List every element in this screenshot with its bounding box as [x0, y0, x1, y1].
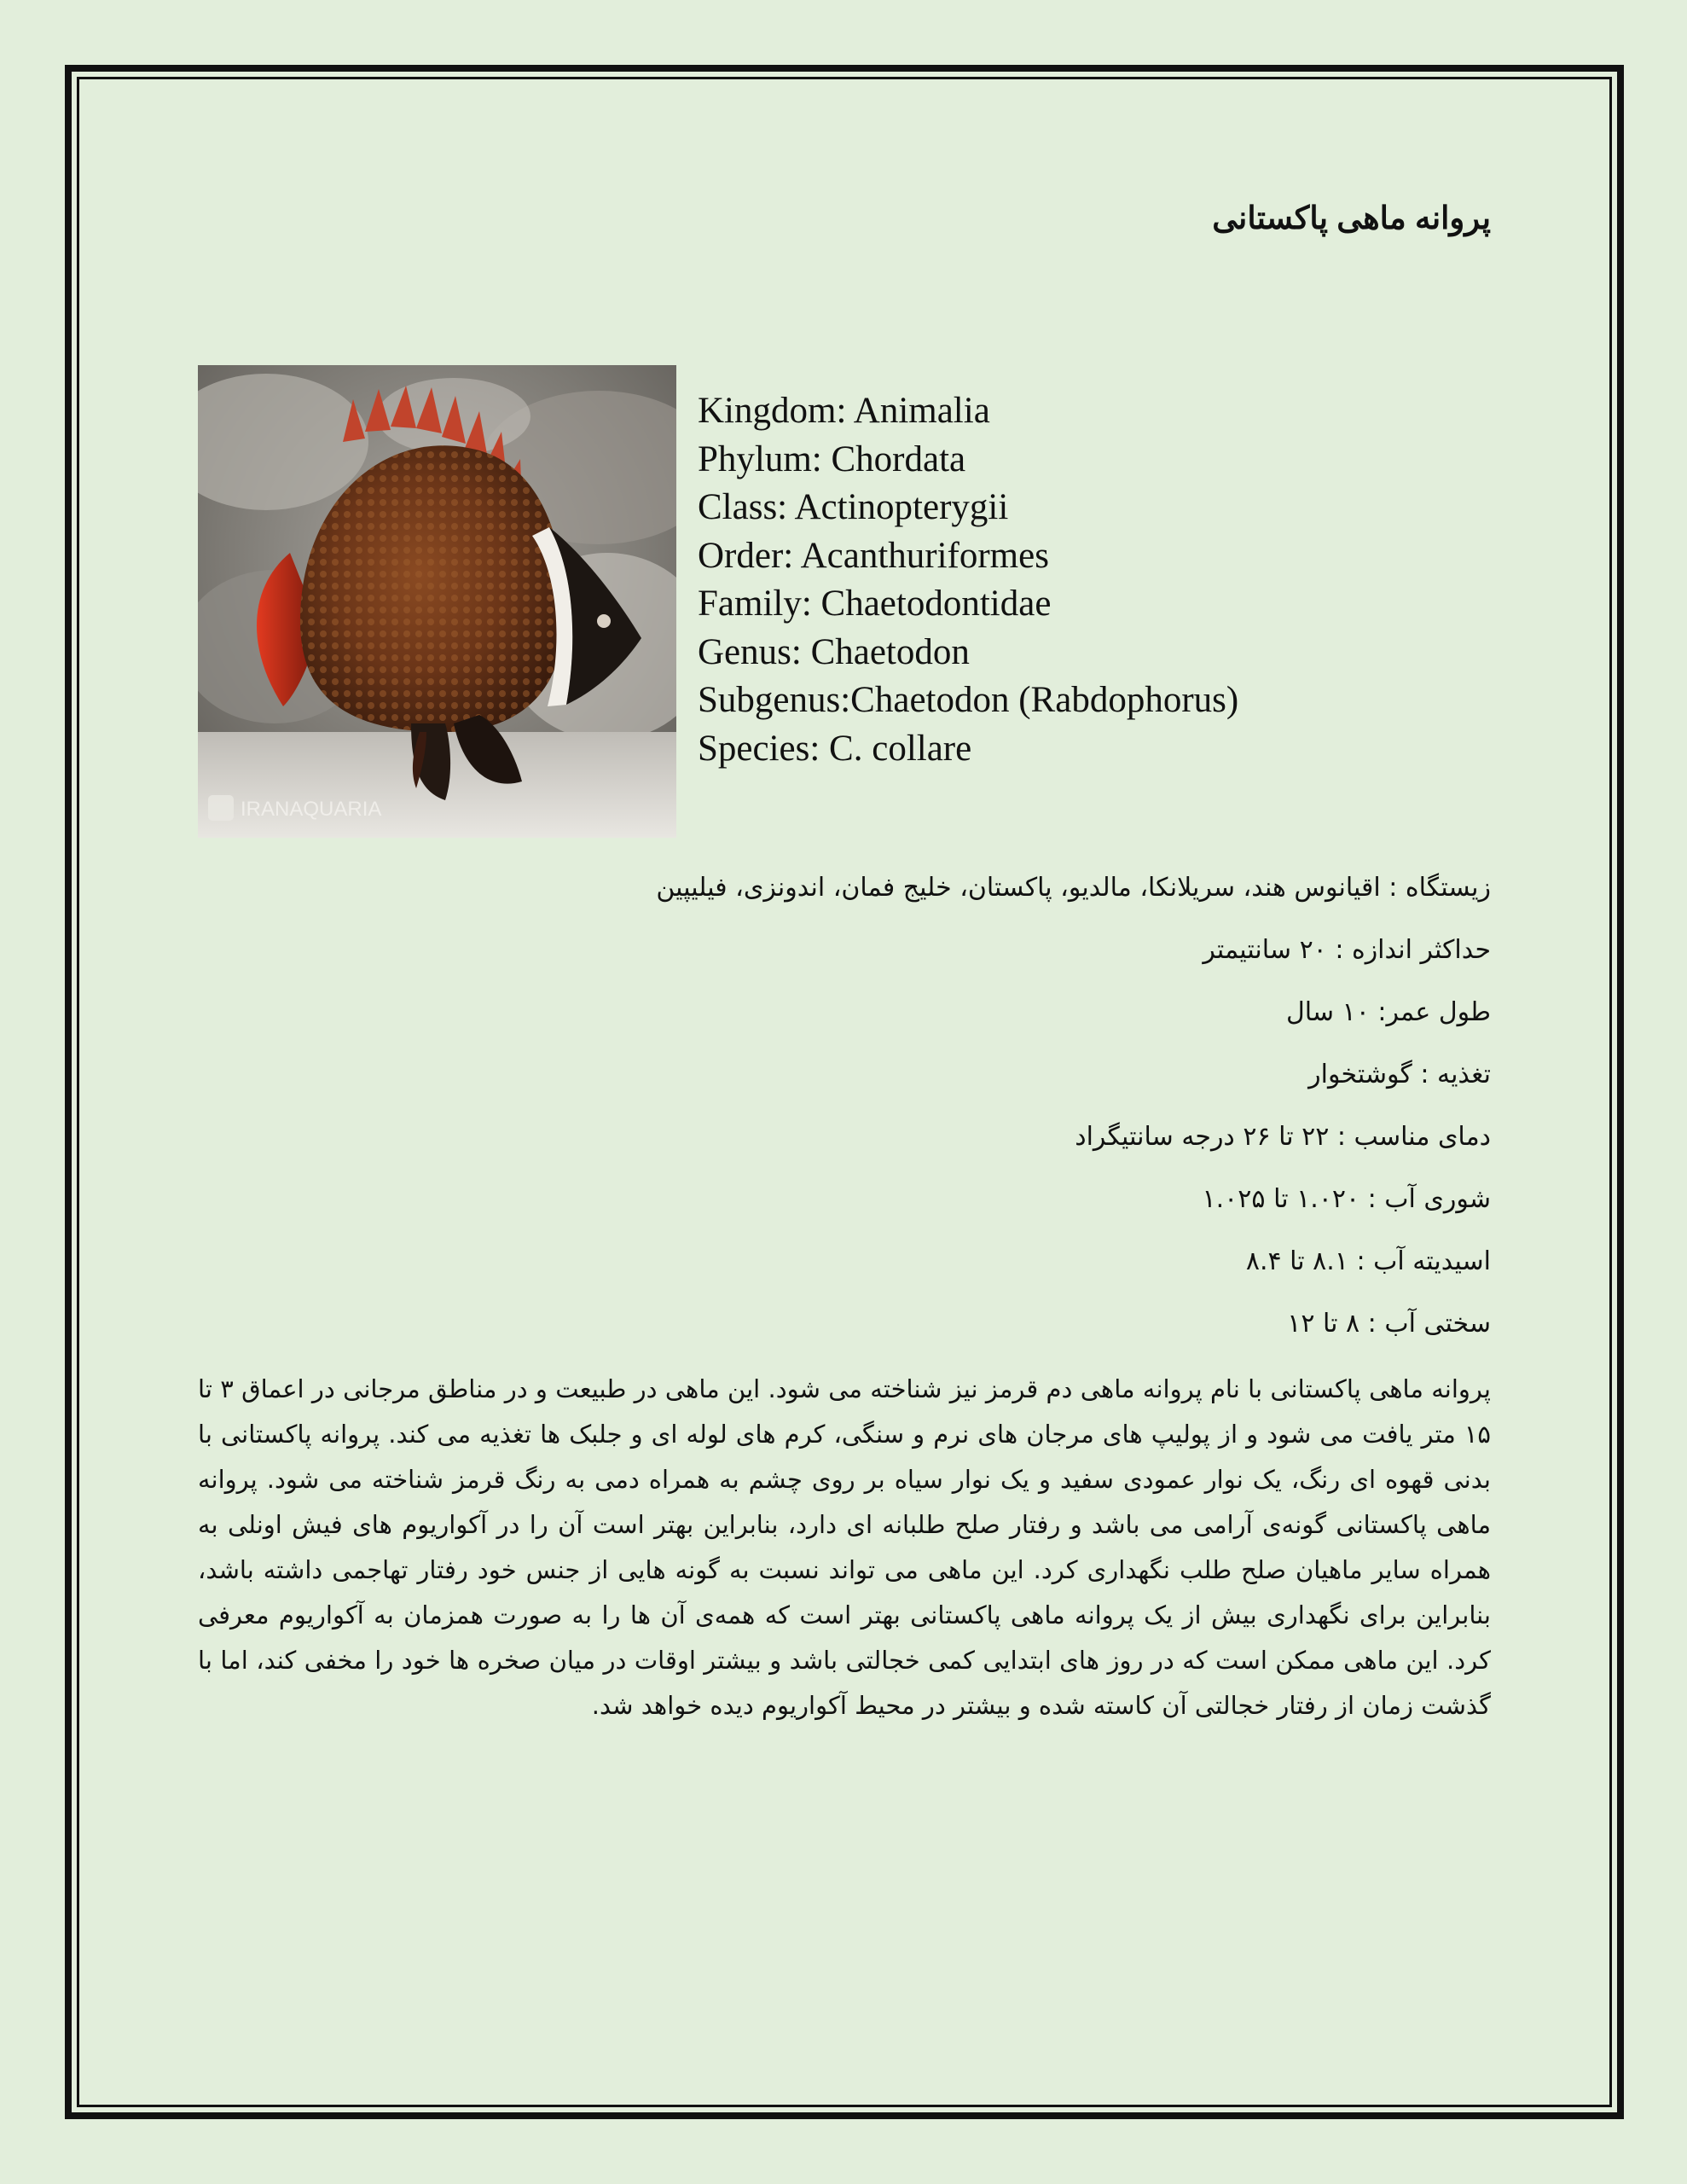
- taxonomy-kingdom: Kingdom: Animalia: [698, 391, 990, 431]
- taxonomy-class: Class: Actinopterygii: [698, 487, 1009, 527]
- description-paragraph: پروانه ماهی پاکستانی با نام پروانه ماهی دم قرمز نیز شناخته می شود. این ماهی در طبیعت و در مناطق مرجانی در اعماق ۳ تا ۱۵ متر یافت می شود و از پولیپ های مرجان های نرم و سنگی، کرم های لوله ای و جلبک ها تغذیه می کند. پروانه پاکستانی با بدنی قهوه ای رنگ، یک نوار عمودی سفید و یک نوار سیاه بر روی چشم به همراه دمی به رنگ قرمز شناخته می شود. پروانه ماهی پاکستانی گونه‌ی آرامی می باشد و رفتار صلح طلبانه ای دارد، بنابراین بهتر است آن را در آکواریوم های فیش اونلی به همراه سایر ماهیان صلح طلب نگهداری کرد. این ماهی می تواند نسبت به گونه هایی از جنس خود رفتار تهاجمی داشته باشد، بنابراین برای نگهداری بیش از یک پروانه ماهی پاکستانی بهتر است که همه‌ی آن ها را به صورت همزمان به آکواریوم معرفی کرد. این ماهی ممکن است که در روز های ابتدایی کمی خجالتی باشد و بیشتر اوقات در میان صخره ها خود را مخفی کند، اما با گذشت زمان از رفتار خجالتی آن کاسته شده و بیشتر در محیط آکواریوم دیده خواهد شد.: [198, 1374, 1491, 1720]
- taxonomy-list: [698, 387, 1238, 773]
- fact-max-size: حداکثر اندازه : ۲۰ سانتیمتر: [1203, 935, 1491, 965]
- taxonomy-family: Family: Chaetodontidae: [698, 584, 1052, 624]
- facts-list: [212, 862, 1491, 1360]
- fact-hardness: سختی آب : ۸ تا ۱۲: [1287, 1309, 1491, 1339]
- fact-temperature: دمای مناسب : ۲۲ تا ۲۶ درجه سانتیگراد: [1075, 1122, 1491, 1152]
- fish-photo-icon: [198, 365, 676, 838]
- fact-lifespan: طول عمر: ۱۰ سال: [1285, 997, 1491, 1027]
- watermark-text: IRANAQUARIA: [241, 798, 382, 821]
- taxonomy-order: Order: Acanthuriformes: [698, 535, 1049, 576]
- fact-salinity: شوری آب : ۱.۰۲۰ تا ۱.۰۲۵: [1202, 1184, 1491, 1214]
- taxonomy-species: Species: C. collare: [698, 728, 972, 769]
- taxonomy-phylum: Phylum: Chordata: [698, 439, 966, 479]
- taxonomy-subgenus: Subgenus:Chaetodon (Rabdophorus): [698, 680, 1239, 720]
- fact-ph: اسیدیته آب : ۸.۱ تا ۸.۴: [1245, 1246, 1491, 1276]
- page-title: پروانه ماهی پاکستانی: [1212, 200, 1491, 235]
- taxonomy-genus: Genus: Chaetodon: [698, 631, 970, 672]
- fact-habitat: زیستگاه : اقیانوس هند، سریلانکا، مالدیو، پاکستان، خلیج فمان، اندونزی، فیلیپین: [656, 873, 1491, 903]
- fact-diet: تغذیه : گوشتخوار: [1308, 1060, 1491, 1089]
